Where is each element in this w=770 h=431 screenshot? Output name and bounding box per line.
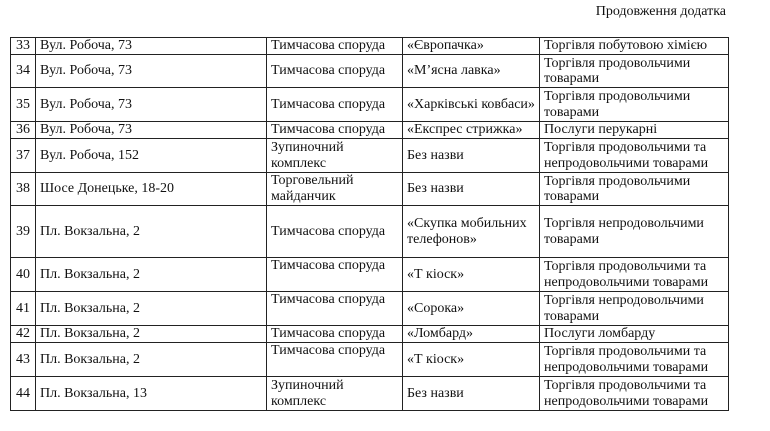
object-type-cell: Тимчасова споруда — [267, 206, 403, 258]
table-row — [11, 292, 729, 326]
row-number: 35 — [11, 88, 36, 122]
activity-cell: Торгівля продовольчими та непродовольчими товарами — [540, 377, 729, 411]
address-cell: Вул. Робоча, 73 — [36, 88, 267, 122]
address-cell: Пл. Вокзальна, 13 — [36, 377, 267, 411]
address-cell: Пл. Вокзальна, 2 — [36, 258, 267, 292]
object-type-cell: Тимчасова споруда — [267, 292, 403, 326]
object-name-cell: «Т кіоск» — [403, 343, 540, 377]
row-number: 33 — [11, 38, 36, 55]
table-row — [11, 206, 729, 258]
object-type-cell: Тимчасова споруда — [267, 88, 403, 122]
activity-cell: Послуги ломбарду — [540, 326, 729, 343]
table-row — [11, 258, 729, 292]
object-name-cell: «Скупка мобильних телефонов» — [403, 206, 540, 258]
object-type-cell: Тимчасова споруда — [267, 258, 403, 292]
address-cell: Пл. Вокзальна, 2 — [36, 292, 267, 326]
table-row — [11, 343, 729, 377]
row-number: 38 — [11, 173, 36, 206]
table-row — [11, 88, 729, 122]
object-name-cell: «Ломбард» — [403, 326, 540, 343]
address-cell: Шосе Донецьке, 18-20 — [36, 173, 267, 206]
continuation-label: Продовження додатка — [595, 4, 726, 19]
object-type-cell: Тимчасова споруда — [267, 326, 403, 343]
object-name-cell: «Т кіоск» — [403, 258, 540, 292]
table-row — [11, 139, 729, 173]
object-type-cell: Тимчасова споруда — [267, 38, 403, 55]
object-type-cell: Торговельний майданчик — [267, 173, 403, 206]
activity-cell: Послуги перукарні — [540, 122, 729, 139]
object-type-cell: Тимчасова споруда — [267, 122, 403, 139]
activity-cell: Торгівля непродовольчими товарами — [540, 206, 729, 258]
object-type-cell: Зупиночний комплекс — [267, 139, 403, 173]
activity-cell: Торгівля продовольчими та непродовольчими товарами — [540, 258, 729, 292]
activity-cell: Торгівля продовольчими та непродовольчими товарами — [540, 343, 729, 377]
table-row — [11, 377, 729, 411]
row-number: 43 — [11, 343, 36, 377]
row-number: 40 — [11, 258, 36, 292]
object-name-cell: Без назви — [403, 377, 540, 411]
row-number: 34 — [11, 55, 36, 88]
object-name-cell: Без назви — [403, 139, 540, 173]
row-number: 36 — [11, 122, 36, 139]
activity-cell: Торгівля продовольчими товарами — [540, 173, 729, 206]
activity-cell: Торгівля продовольчими товарами — [540, 55, 729, 88]
table-row — [11, 38, 729, 55]
address-cell: Вул. Робоча, 73 — [36, 38, 267, 55]
address-cell: Вул. Робоча, 152 — [36, 139, 267, 173]
object-name-cell: Без назви — [403, 173, 540, 206]
table-row — [11, 326, 729, 343]
object-name-cell: «Харківські ковбаси» — [403, 88, 540, 122]
address-cell: Пл. Вокзальна, 2 — [36, 206, 267, 258]
table-row — [11, 122, 729, 139]
row-number: 42 — [11, 326, 36, 343]
row-number: 41 — [11, 292, 36, 326]
row-number: 37 — [11, 139, 36, 173]
object-type-cell: Тимчасова споруда — [267, 343, 403, 377]
table-row — [11, 173, 729, 206]
object-name-cell: «Сорока» — [403, 292, 540, 326]
address-cell: Пл. Вокзальна, 2 — [36, 326, 267, 343]
object-type-cell: Зупиночний комплекс — [267, 377, 403, 411]
object-name-cell: «Експрес стрижка» — [403, 122, 540, 139]
object-type-cell: Тимчасова споруда — [267, 55, 403, 88]
activity-cell: Торгівля продовольчими товарами — [540, 88, 729, 122]
row-number: 44 — [11, 377, 36, 411]
object-name-cell: «М’ясна лавка» — [403, 55, 540, 88]
table-row — [11, 55, 729, 88]
appendix-table — [10, 37, 729, 411]
address-cell: Пл. Вокзальна, 2 — [36, 343, 267, 377]
activity-cell: Торгівля непродовольчими товарами — [540, 292, 729, 326]
address-cell: Вул. Робоча, 73 — [36, 55, 267, 88]
row-number: 39 — [11, 206, 36, 258]
activity-cell: Торгівля продовольчими та непродовольчими товарами — [540, 139, 729, 173]
object-name-cell: «Європачка» — [403, 38, 540, 55]
address-cell: Вул. Робоча, 73 — [36, 122, 267, 139]
activity-cell: Торгівля побутовою хімією — [540, 38, 729, 55]
